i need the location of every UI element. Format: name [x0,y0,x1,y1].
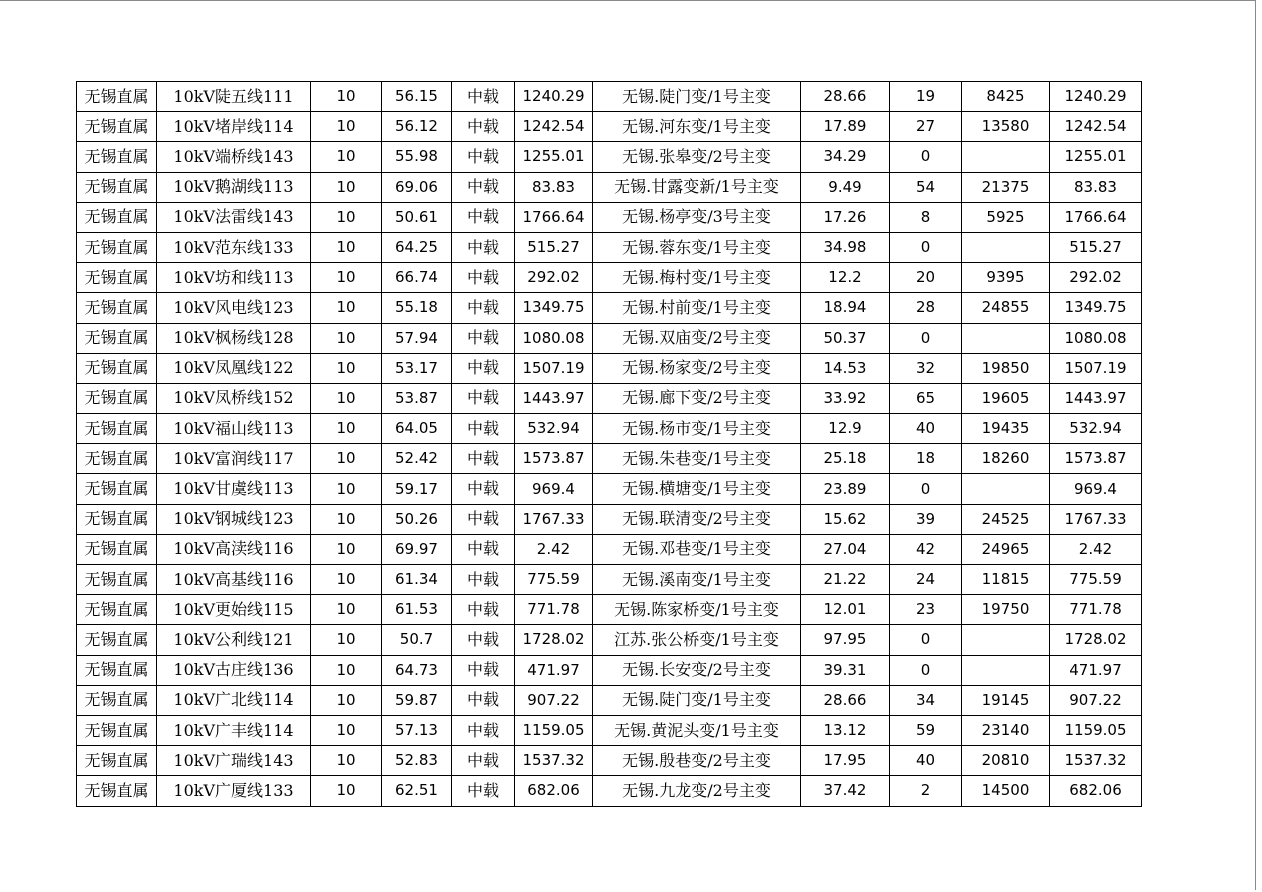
cell-substation-rate: 27.04 [801,534,890,564]
cell-load-level: 中载 [452,112,515,142]
cell-line-name: 10kV陡五线111 [157,82,311,112]
cell-org: 无锡直属 [77,112,157,142]
cell-value-b: 532.94 [1050,414,1142,444]
cell-load-rate: 55.18 [382,293,452,323]
cell-count: 0 [890,474,962,504]
cell-line-name: 10kV福山线113 [157,414,311,444]
table-row [77,595,1142,625]
cell-load-level: 中载 [452,655,515,685]
cell-load-level: 中载 [452,595,515,625]
cell-load-rate: 56.12 [382,112,452,142]
cell-load-rate: 56.15 [382,82,452,112]
cell-substation-rate: 23.89 [801,474,890,504]
cell-org: 无锡直属 [77,595,157,625]
cell-line-name: 10kV法雷线143 [157,202,311,232]
data-table [76,81,1142,807]
cell-value-a: 2.42 [515,534,593,564]
cell-voltage: 10 [311,142,382,172]
cell-substation-rate: 33.92 [801,383,890,413]
cell-load-rate: 53.17 [382,353,452,383]
cell-substation-rate: 37.42 [801,776,890,806]
cell-line-name: 10kV堵岸线114 [157,112,311,142]
cell-substation-rate: 12.01 [801,595,890,625]
cell-value-b: 771.78 [1050,595,1142,625]
cell-load-level: 中载 [452,534,515,564]
cell-load-rate: 64.73 [382,655,452,685]
cell-load-level: 中载 [452,565,515,595]
cell-load-rate: 64.25 [382,232,452,262]
table-row [77,232,1142,262]
cell-substation: 无锡.双庙变/2号主变 [593,323,801,353]
cell-load-rate: 69.97 [382,534,452,564]
cell-value-a: 1573.87 [515,444,593,474]
cell-voltage: 10 [311,82,382,112]
cell-voltage: 10 [311,414,382,444]
cell-load-level: 中载 [452,685,515,715]
cell-substation: 无锡.杨家变/2号主变 [593,353,801,383]
cell-line-name: 10kV坊和线113 [157,263,311,293]
cell-load-level: 中载 [452,82,515,112]
cell-load-rate: 61.53 [382,595,452,625]
cell-substation-rate: 28.66 [801,82,890,112]
cell-value-b: 1728.02 [1050,625,1142,655]
cell-voltage: 10 [311,655,382,685]
cell-load-level: 中载 [452,263,515,293]
cell-load-level: 中载 [452,202,515,232]
cell-voltage: 10 [311,625,382,655]
cell-substation-rate: 97.95 [801,625,890,655]
cell-org: 无锡直属 [77,414,157,444]
cell-substation-rate: 34.98 [801,232,890,262]
cell-substation: 无锡.梅村变/1号主变 [593,263,801,293]
cell-value-b: 1766.64 [1050,202,1142,232]
cell-value-a: 969.4 [515,474,593,504]
cell-substation: 江苏.张公桥变/1号主变 [593,625,801,655]
cell-value-a: 1349.75 [515,293,593,323]
cell-count: 8 [890,202,962,232]
table-row [77,142,1142,172]
cell-load-level: 中载 [452,715,515,745]
cell-count: 54 [890,172,962,202]
cell-line-name: 10kV公利线121 [157,625,311,655]
cell-org: 无锡直属 [77,776,157,806]
cell-org: 无锡直属 [77,172,157,202]
cell-org: 无锡直属 [77,474,157,504]
cell-count: 27 [890,112,962,142]
cell-count: 0 [890,232,962,262]
cell-value-b: 83.83 [1050,172,1142,202]
cell-value-b: 1349.75 [1050,293,1142,323]
cell-load-level: 中载 [452,383,515,413]
cell-voltage: 10 [311,595,382,625]
table-body [77,82,1142,807]
cell-count: 24 [890,565,962,595]
cell-substation: 无锡.邓巷变/1号主变 [593,534,801,564]
cell-substation: 无锡.陈家桥变/1号主变 [593,595,801,625]
cell-substation: 无锡.陡门变/1号主变 [593,685,801,715]
cell-load-level: 中载 [452,172,515,202]
cell-load-rate: 50.26 [382,504,452,534]
table-row [77,625,1142,655]
cell-count: 18 [890,444,962,474]
cell-substation: 无锡.村前变/1号主变 [593,293,801,323]
cell-capacity [962,323,1050,353]
cell-capacity: 19750 [962,595,1050,625]
cell-substation: 无锡.朱巷变/1号主变 [593,444,801,474]
cell-voltage: 10 [311,232,382,262]
cell-substation-rate: 17.95 [801,746,890,776]
cell-line-name: 10kV广北线114 [157,685,311,715]
cell-count: 40 [890,746,962,776]
cell-capacity: 21375 [962,172,1050,202]
cell-substation-rate: 28.66 [801,685,890,715]
table-row [77,263,1142,293]
cell-substation-rate: 21.22 [801,565,890,595]
cell-load-level: 中载 [452,504,515,534]
cell-value-a: 1080.08 [515,323,593,353]
cell-value-b: 1443.97 [1050,383,1142,413]
cell-load-level: 中载 [452,353,515,383]
cell-capacity: 9395 [962,263,1050,293]
cell-load-rate: 69.06 [382,172,452,202]
cell-capacity: 5925 [962,202,1050,232]
cell-org: 无锡直属 [77,625,157,655]
cell-substation: 无锡.横塘变/1号主变 [593,474,801,504]
cell-load-level: 中载 [452,776,515,806]
cell-substation: 无锡.黄泥头变/1号主变 [593,715,801,745]
cell-substation-rate: 17.89 [801,112,890,142]
cell-load-rate: 50.7 [382,625,452,655]
cell-count: 19 [890,82,962,112]
cell-load-level: 中载 [452,746,515,776]
cell-value-a: 292.02 [515,263,593,293]
cell-value-b: 1537.32 [1050,746,1142,776]
cell-count: 2 [890,776,962,806]
cell-voltage: 10 [311,293,382,323]
cell-line-name: 10kV高渎线116 [157,534,311,564]
cell-value-b: 471.97 [1050,655,1142,685]
cell-capacity [962,142,1050,172]
cell-org: 无锡直属 [77,715,157,745]
cell-load-rate: 61.34 [382,565,452,595]
cell-substation: 无锡.杨亭变/3号主变 [593,202,801,232]
table-row [77,293,1142,323]
cell-value-a: 775.59 [515,565,593,595]
cell-load-rate: 64.05 [382,414,452,444]
cell-org: 无锡直属 [77,202,157,232]
cell-capacity: 19145 [962,685,1050,715]
cell-line-name: 10kV鹅湖线113 [157,172,311,202]
cell-substation: 无锡.甘露变新/1号主变 [593,172,801,202]
cell-value-b: 969.4 [1050,474,1142,504]
cell-substation-rate: 18.94 [801,293,890,323]
cell-value-a: 1242.54 [515,112,593,142]
cell-count: 0 [890,323,962,353]
cell-org: 无锡直属 [77,293,157,323]
cell-line-name: 10kV高基线116 [157,565,311,595]
table-row [77,82,1142,112]
cell-value-b: 1507.19 [1050,353,1142,383]
cell-value-b: 292.02 [1050,263,1142,293]
cell-capacity [962,625,1050,655]
cell-org: 无锡直属 [77,534,157,564]
cell-load-rate: 62.51 [382,776,452,806]
cell-value-b: 775.59 [1050,565,1142,595]
cell-value-a: 83.83 [515,172,593,202]
cell-value-b: 1240.29 [1050,82,1142,112]
cell-load-rate: 50.61 [382,202,452,232]
cell-count: 40 [890,414,962,444]
cell-line-name: 10kV广丰线114 [157,715,311,745]
cell-capacity [962,232,1050,262]
cell-capacity: 19435 [962,414,1050,444]
cell-substation: 无锡.九龙变/2号主变 [593,776,801,806]
cell-load-rate: 57.13 [382,715,452,745]
cell-capacity: 23140 [962,715,1050,745]
cell-value-a: 1159.05 [515,715,593,745]
cell-substation: 无锡.陡门变/1号主变 [593,82,801,112]
cell-value-b: 2.42 [1050,534,1142,564]
cell-count: 34 [890,685,962,715]
cell-substation-rate: 13.12 [801,715,890,745]
cell-capacity [962,655,1050,685]
cell-value-a: 1240.29 [515,82,593,112]
cell-line-name: 10kV凤凰线122 [157,353,311,383]
cell-value-a: 907.22 [515,685,593,715]
cell-voltage: 10 [311,323,382,353]
cell-voltage: 10 [311,565,382,595]
cell-value-a: 682.06 [515,776,593,806]
cell-line-name: 10kV甘虞线113 [157,474,311,504]
cell-capacity: 24965 [962,534,1050,564]
cell-line-name: 10kV富润线117 [157,444,311,474]
table-row [77,534,1142,564]
cell-line-name: 10kV广厦线133 [157,776,311,806]
cell-line-name: 10kV凤桥线152 [157,383,311,413]
cell-substation-rate: 14.53 [801,353,890,383]
cell-count: 32 [890,353,962,383]
cell-org: 无锡直属 [77,685,157,715]
cell-substation: 无锡.河东变/1号主变 [593,112,801,142]
cell-value-b: 1767.33 [1050,504,1142,534]
cell-value-a: 515.27 [515,232,593,262]
table-row [77,353,1142,383]
cell-load-rate: 57.94 [382,323,452,353]
cell-load-rate: 59.17 [382,474,452,504]
cell-count: 0 [890,655,962,685]
cell-line-name: 10kV枫杨线128 [157,323,311,353]
cell-load-level: 中载 [452,323,515,353]
cell-count: 28 [890,293,962,323]
cell-load-rate: 53.87 [382,383,452,413]
cell-substation: 无锡.蓉东变/1号主变 [593,232,801,262]
cell-count: 20 [890,263,962,293]
cell-value-b: 1573.87 [1050,444,1142,474]
cell-load-level: 中载 [452,625,515,655]
cell-capacity [962,474,1050,504]
cell-value-a: 471.97 [515,655,593,685]
cell-voltage: 10 [311,172,382,202]
cell-value-b: 1255.01 [1050,142,1142,172]
cell-substation-rate: 25.18 [801,444,890,474]
cell-load-level: 中载 [452,474,515,504]
cell-value-a: 1766.64 [515,202,593,232]
cell-substation-rate: 39.31 [801,655,890,685]
cell-line-name: 10kV广瑞线143 [157,746,311,776]
cell-substation: 无锡.杨市变/1号主变 [593,414,801,444]
cell-capacity: 24855 [962,293,1050,323]
cell-line-name: 10kV钢城线123 [157,504,311,534]
cell-substation: 无锡.溪南变/1号主变 [593,565,801,595]
cell-value-b: 682.06 [1050,776,1142,806]
cell-substation: 无锡.殷巷变/2号主变 [593,746,801,776]
cell-load-level: 中载 [452,444,515,474]
cell-voltage: 10 [311,444,382,474]
cell-value-a: 1767.33 [515,504,593,534]
cell-load-level: 中载 [452,142,515,172]
cell-substation-rate: 12.2 [801,263,890,293]
table-row [77,685,1142,715]
cell-load-rate: 52.83 [382,746,452,776]
cell-voltage: 10 [311,685,382,715]
cell-voltage: 10 [311,383,382,413]
cell-voltage: 10 [311,263,382,293]
cell-org: 无锡直属 [77,383,157,413]
table-row [77,565,1142,595]
cell-line-name: 10kV范东线133 [157,232,311,262]
cell-value-a: 1537.32 [515,746,593,776]
cell-value-b: 1159.05 [1050,715,1142,745]
table-row [77,383,1142,413]
cell-substation: 无锡.张皋变/2号主变 [593,142,801,172]
table-row [77,474,1142,504]
cell-value-b: 1080.08 [1050,323,1142,353]
cell-substation-rate: 34.29 [801,142,890,172]
cell-value-b: 515.27 [1050,232,1142,262]
table-row [77,504,1142,534]
cell-org: 无锡直属 [77,142,157,172]
cell-org: 无锡直属 [77,504,157,534]
cell-capacity: 18260 [962,444,1050,474]
cell-count: 42 [890,534,962,564]
table-row [77,112,1142,142]
cell-line-name: 10kV更始线115 [157,595,311,625]
cell-capacity: 8425 [962,82,1050,112]
cell-value-b: 907.22 [1050,685,1142,715]
cell-org: 无锡直属 [77,323,157,353]
cell-voltage: 10 [311,534,382,564]
table-row [77,172,1142,202]
cell-voltage: 10 [311,474,382,504]
cell-capacity: 14500 [962,776,1050,806]
cell-capacity: 13580 [962,112,1050,142]
cell-load-level: 中载 [452,293,515,323]
cell-voltage: 10 [311,112,382,142]
cell-count: 65 [890,383,962,413]
cell-load-rate: 55.98 [382,142,452,172]
cell-count: 59 [890,715,962,745]
cell-org: 无锡直属 [77,746,157,776]
table-row [77,746,1142,776]
cell-substation: 无锡.廊下变/2号主变 [593,383,801,413]
cell-value-a: 1255.01 [515,142,593,172]
cell-load-level: 中载 [452,414,515,444]
cell-count: 0 [890,142,962,172]
cell-line-name: 10kV端桥线143 [157,142,311,172]
table-row [77,414,1142,444]
cell-substation: 无锡.联清变/2号主变 [593,504,801,534]
cell-substation-rate: 15.62 [801,504,890,534]
cell-load-level: 中载 [452,232,515,262]
cell-org: 无锡直属 [77,565,157,595]
cell-voltage: 10 [311,504,382,534]
cell-voltage: 10 [311,746,382,776]
table-row [77,323,1142,353]
cell-org: 无锡直属 [77,232,157,262]
cell-count: 0 [890,625,962,655]
table-row [77,444,1142,474]
cell-capacity: 20810 [962,746,1050,776]
cell-capacity: 19605 [962,383,1050,413]
cell-capacity: 19850 [962,353,1050,383]
table-row [77,655,1142,685]
cell-load-rate: 66.74 [382,263,452,293]
table-row [77,202,1142,232]
cell-value-a: 1728.02 [515,625,593,655]
cell-org: 无锡直属 [77,444,157,474]
cell-org: 无锡直属 [77,263,157,293]
cell-org: 无锡直属 [77,655,157,685]
cell-org: 无锡直属 [77,82,157,112]
cell-capacity: 24525 [962,504,1050,534]
cell-value-b: 1242.54 [1050,112,1142,142]
cell-voltage: 10 [311,202,382,232]
cell-voltage: 10 [311,776,382,806]
cell-substation-rate: 50.37 [801,323,890,353]
cell-voltage: 10 [311,715,382,745]
cell-line-name: 10kV风电线123 [157,293,311,323]
cell-value-a: 1443.97 [515,383,593,413]
cell-value-a: 532.94 [515,414,593,444]
cell-substation-rate: 12.9 [801,414,890,444]
cell-count: 23 [890,595,962,625]
cell-value-a: 1507.19 [515,353,593,383]
cell-org: 无锡直属 [77,353,157,383]
table-row [77,715,1142,745]
table-row [77,776,1142,806]
cell-substation: 无锡.长安变/2号主变 [593,655,801,685]
cell-load-rate: 59.87 [382,685,452,715]
cell-substation-rate: 9.49 [801,172,890,202]
cell-load-rate: 52.42 [382,444,452,474]
cell-line-name: 10kV古庄线136 [157,655,311,685]
cell-value-a: 771.78 [515,595,593,625]
cell-voltage: 10 [311,353,382,383]
cell-capacity: 11815 [962,565,1050,595]
cell-substation-rate: 17.26 [801,202,890,232]
cell-count: 39 [890,504,962,534]
